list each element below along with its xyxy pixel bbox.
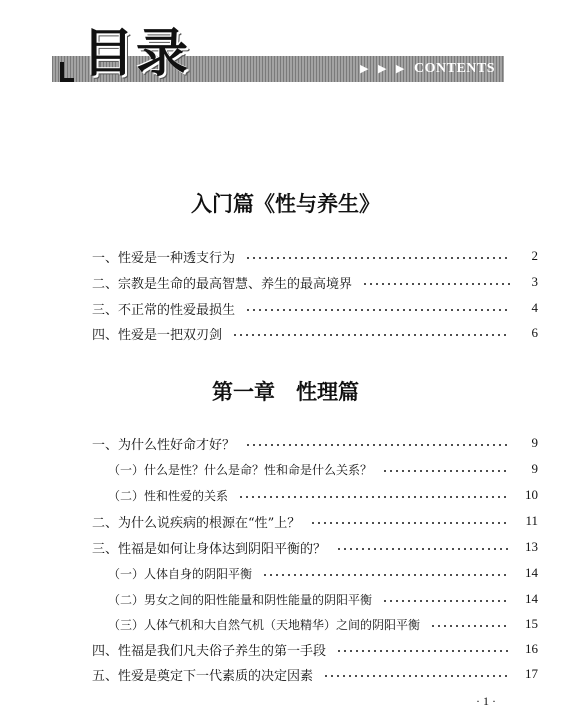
triple-arrow-icon: ▶ ▶ ▶ <box>360 62 408 75</box>
toc-page-number: 11 <box>525 513 538 528</box>
toc-page-number: 13 <box>525 539 538 554</box>
toc-leader-dots <box>232 334 510 336</box>
toc-page-number: 6 <box>531 325 538 340</box>
toc-leader-dots <box>336 650 510 652</box>
toc-entry-text: 二、为什么说疾病的根源在“性”上？ <box>92 515 301 531</box>
toc-leader-dots <box>336 548 510 550</box>
toc-entry[interactable] <box>92 432 538 454</box>
toc-subentry[interactable] <box>108 458 538 480</box>
toc-page-number: 10 <box>525 487 538 502</box>
toc-entry[interactable] <box>92 322 538 344</box>
toc-leader-dots <box>323 675 510 677</box>
section-title-intro: 入门篇《性与养生》 <box>191 191 380 216</box>
toc-page-number: 2 <box>531 248 538 263</box>
page-number-footer: · 1 · <box>476 694 496 708</box>
toc-entry-text: （二）性和性爱的关系 <box>108 488 229 503</box>
toc-entry-text: 一、性爱是一种透支行为 <box>92 250 236 266</box>
toc-leader-dots <box>245 444 510 446</box>
toc-page-number: 4 <box>531 300 538 315</box>
toc-page-number: 14 <box>525 591 538 606</box>
toc-entry-text: 二、宗教是生命的最高智慧、养生的最高境界 <box>92 276 353 292</box>
toc-subentry[interactable] <box>108 484 538 506</box>
toc-leader-dots <box>382 470 510 472</box>
toc-leader-dots <box>238 496 510 498</box>
toc-page-number: 15 <box>525 616 538 631</box>
toc-entry[interactable] <box>92 510 538 532</box>
toc-entry-text: 四、性福是我们凡夫俗子养生的第一手段 <box>92 643 327 659</box>
toc-page-number: 17 <box>525 666 538 681</box>
toc-entry-text: （一）什么是性？什么是命？性和命是什么关系？ <box>108 462 373 477</box>
toc-entry[interactable] <box>92 663 538 685</box>
toc-page-number: 16 <box>525 641 538 656</box>
toc-entry-text: 一、为什么性好命才好？ <box>92 437 236 453</box>
toc-entry-text: （三）人体气机和大自然气机（天地精华）之间的阴阳平衡 <box>108 617 421 632</box>
banner-corner-mark <box>60 62 74 82</box>
toc-leader-dots <box>245 309 510 311</box>
toc-entry[interactable] <box>92 245 538 267</box>
contents-label: CONTENTS <box>414 61 496 76</box>
toc-page-number: 9 <box>531 461 538 476</box>
toc-leader-dots <box>245 257 510 259</box>
toc-entry[interactable] <box>92 536 538 558</box>
section-title-chapter-1: 第一章 性理篇 <box>212 379 359 404</box>
toc-entry-text: 三、不正常的性爱最损生 <box>92 302 236 318</box>
toc-page-number: 9 <box>531 435 538 450</box>
toc-entry-text: （一）人体自身的阴阳平衡 <box>108 566 253 581</box>
toc-entry[interactable] <box>92 638 538 660</box>
toc-leader-dots <box>382 600 510 602</box>
toc-entry[interactable] <box>92 297 538 319</box>
page-title: 目录 <box>82 24 191 84</box>
toc-entry-text: 四、性爱是一把双刃剑 <box>92 327 223 343</box>
toc-leader-dots <box>310 522 510 524</box>
toc-subentry[interactable] <box>108 613 538 635</box>
toc-subentry[interactable] <box>108 562 538 584</box>
toc-entry-text: （二）男女之间的阳性能量和阴性能量的阴阳平衡 <box>108 592 373 607</box>
toc-entry-text: 三、性福是如何让身体达到阴阳平衡的？ <box>92 541 327 557</box>
toc-entry-text: 五、性爱是奠定下一代素质的决定因素 <box>92 668 314 684</box>
toc-subentry[interactable] <box>108 588 538 610</box>
toc-leader-dots <box>362 283 510 285</box>
toc-leader-dots <box>430 625 510 627</box>
toc-leader-dots <box>262 574 510 576</box>
toc-page-number: 3 <box>531 274 538 289</box>
toc-page-number: 14 <box>525 565 538 580</box>
toc-entry[interactable] <box>92 271 538 293</box>
